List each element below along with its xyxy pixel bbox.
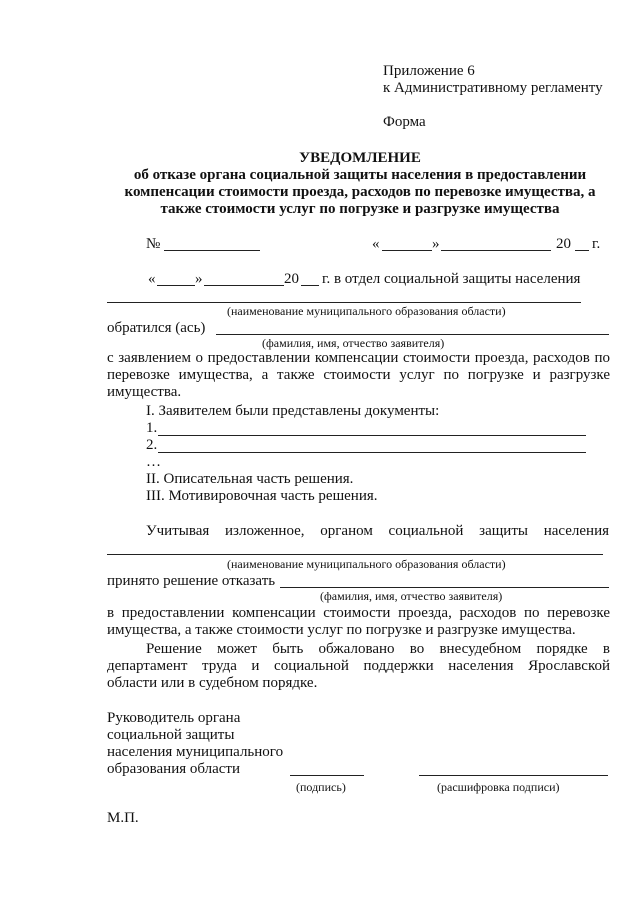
refusal-label: принято решение отказать [107,573,276,589]
intro-quote-open: « [148,271,156,287]
notice-title: УВЕДОМЛЕНИЕ [299,150,421,166]
decision-considering: Учитывая изложенное, органом социальной защиты населения [146,523,609,539]
statement-line-2: перевозке имущества, а также стоимости услуг по погрузке и разгрузке [107,367,610,383]
signer-role-1: Руководитель органа [107,710,241,726]
document-item-1-field[interactable] [158,435,586,436]
appendix-number: Приложение 6 [383,63,475,79]
statement-line-3: имущества. [107,384,182,400]
signer-role-4: образования области [107,761,241,777]
appeal-line-2: департамент труда и социальной поддержки населения Ярославской [107,658,610,674]
date-year-suffix: г. [592,236,601,252]
caption-fio-1: (фамилия, имя, отчество заявителя) [262,336,445,350]
date-year-field[interactable] [575,250,589,251]
form-label: Форма [383,114,426,130]
caption-signature-decode: (расшифровка подписи) [437,780,560,794]
section-descriptive: II. Описательная часть решения. [146,471,354,487]
date-day-field[interactable] [382,250,432,251]
intro-day-field[interactable] [157,285,195,286]
municipality-field-1[interactable] [107,302,581,303]
stamp-label: М.П. [107,810,139,826]
appendix-regulation: к Административному регламенту [383,80,603,96]
caption-fio-2: (фамилия, имя, отчество заявителя) [320,589,503,603]
number-field[interactable] [164,250,260,251]
notice-subtitle-1: об отказе органа социальной защиты населения в предоставлении [133,167,587,183]
date-quote-close: » [432,236,440,252]
appeal-line-3: области или в судебном порядке. [107,675,318,691]
applicant-fio-field-2[interactable] [280,587,609,588]
number-sign: № [146,236,161,252]
signer-role-3: населения муниципального [107,744,284,760]
document-item-1-label: 1. [146,420,158,436]
intro-text: г. в отдел социальной защиты населения [322,271,581,287]
applied-label: обратился (ась) [107,320,206,336]
document-item-2-label: 2. [146,437,158,453]
documents-heading: I. Заявителем были представлены документы: [146,403,440,419]
municipality-field-2[interactable] [107,554,603,555]
statement-line-1: с заявлением о предоставлении компенсации стоимости проезда, расходов по [107,350,610,366]
date-quote-open: « [372,236,380,252]
notice-subtitle-2: компенсации стоимости проезда, расходов по перевозке имущества, а [124,184,596,200]
refusal-line-2: имущества, а также стоимости услуг по погрузке и разгрузке имущества. [107,622,576,638]
signer-role-2: социальной защиты [107,727,235,743]
document-item-2-field[interactable] [158,452,586,453]
caption-municipality-2: (наименование муниципального образования области) [227,557,506,571]
intro-month-field[interactable] [204,285,284,286]
intro-year-field[interactable] [301,285,319,286]
date-year-prefix: 20 [556,236,571,252]
signature-field[interactable] [290,775,364,776]
caption-signature: (подпись) [296,780,346,794]
refusal-line-1: в предоставлении компенсации стоимости проезда, расходов по перевозке [107,605,610,621]
appeal-line-1: Решение может быть обжаловано во внесудебном порядке в [146,641,610,657]
notice-subtitle-3: также стоимости услуг по погрузке и разгрузке имущества [160,201,560,217]
date-month-field[interactable] [441,250,551,251]
caption-municipality-1: (наименование муниципального образования области) [227,304,506,318]
signature-decode-field[interactable] [419,775,608,776]
applicant-fio-field-1[interactable] [216,334,609,335]
section-motivating: III. Мотивировочная часть решения. [146,488,378,504]
intro-year-prefix: 20 [284,271,299,287]
intro-quote-close: » [195,271,203,287]
documents-ellipsis: … [146,454,161,470]
